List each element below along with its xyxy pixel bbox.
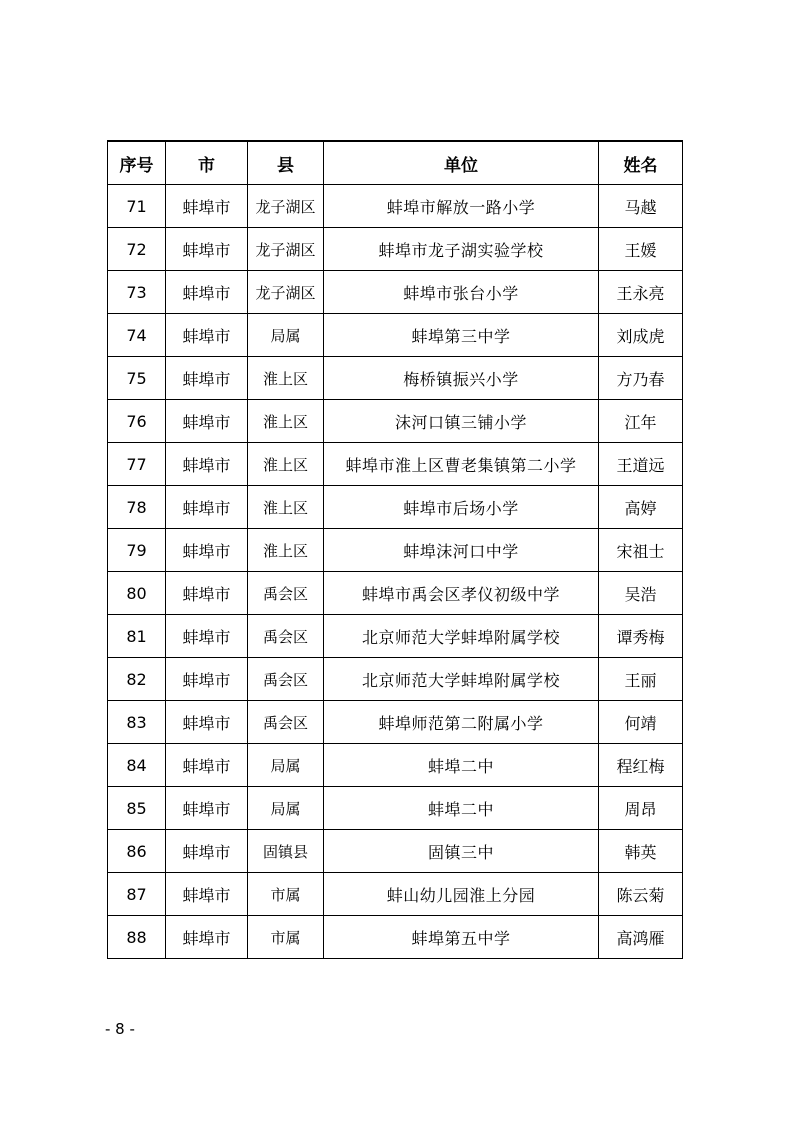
cell-name: 韩英 xyxy=(599,830,683,873)
table-row xyxy=(108,873,683,916)
header-unit: 单位 xyxy=(324,141,599,185)
table-row xyxy=(108,314,683,357)
cell-county: 禹会区 xyxy=(248,572,324,615)
cell-unit: 北京师范大学蚌埠附属学校 xyxy=(324,615,599,658)
cell-city: 蚌埠市 xyxy=(166,658,248,701)
table-row xyxy=(108,228,683,271)
cell-seq: 74 xyxy=(108,314,166,357)
cell-county: 市属 xyxy=(248,916,324,959)
cell-seq: 75 xyxy=(108,357,166,400)
cell-city: 蚌埠市 xyxy=(166,701,248,744)
cell-unit: 蚌埠市淮上区曹老集镇第二小学 xyxy=(324,443,599,486)
cell-name: 方乃春 xyxy=(599,357,683,400)
table-row xyxy=(108,701,683,744)
cell-seq: 85 xyxy=(108,787,166,830)
cell-name: 宋祖士 xyxy=(599,529,683,572)
cell-city: 蚌埠市 xyxy=(166,830,248,873)
cell-county: 淮上区 xyxy=(248,486,324,529)
cell-unit: 蚌埠师范第二附属小学 xyxy=(324,701,599,744)
cell-name: 马越 xyxy=(599,185,683,228)
cell-county: 龙子湖区 xyxy=(248,271,324,314)
cell-unit: 蚌山幼儿园淮上分园 xyxy=(324,873,599,916)
cell-county: 固镇县 xyxy=(248,830,324,873)
cell-city: 蚌埠市 xyxy=(166,572,248,615)
table-row xyxy=(108,529,683,572)
cell-county: 市属 xyxy=(248,873,324,916)
cell-seq: 71 xyxy=(108,185,166,228)
cell-name: 陈云菊 xyxy=(599,873,683,916)
cell-seq: 83 xyxy=(108,701,166,744)
cell-unit: 蚌埠二中 xyxy=(324,787,599,830)
cell-seq: 82 xyxy=(108,658,166,701)
cell-name: 高婷 xyxy=(599,486,683,529)
cell-city: 蚌埠市 xyxy=(166,529,248,572)
cell-unit: 固镇三中 xyxy=(324,830,599,873)
cell-name: 刘成虎 xyxy=(599,314,683,357)
cell-county: 禹会区 xyxy=(248,701,324,744)
table-row xyxy=(108,744,683,787)
table-header-row xyxy=(108,141,683,185)
cell-unit: 北京师范大学蚌埠附属学校 xyxy=(324,658,599,701)
table-row xyxy=(108,572,683,615)
cell-county: 局属 xyxy=(248,314,324,357)
cell-unit: 沫河口镇三铺小学 xyxy=(324,400,599,443)
cell-name: 吴浩 xyxy=(599,572,683,615)
cell-county: 局属 xyxy=(248,787,324,830)
table-row xyxy=(108,185,683,228)
cell-seq: 76 xyxy=(108,400,166,443)
cell-name: 高鸿雁 xyxy=(599,916,683,959)
page-number: - 8 - xyxy=(105,1020,135,1038)
table-row xyxy=(108,916,683,959)
cell-city: 蚌埠市 xyxy=(166,228,248,271)
cell-county: 淮上区 xyxy=(248,400,324,443)
cell-seq: 73 xyxy=(108,271,166,314)
cell-seq: 88 xyxy=(108,916,166,959)
cell-unit: 梅桥镇振兴小学 xyxy=(324,357,599,400)
cell-name: 王道远 xyxy=(599,443,683,486)
cell-seq: 84 xyxy=(108,744,166,787)
cell-name: 何靖 xyxy=(599,701,683,744)
cell-seq: 79 xyxy=(108,529,166,572)
cell-county: 禹会区 xyxy=(248,658,324,701)
cell-city: 蚌埠市 xyxy=(166,486,248,529)
cell-seq: 80 xyxy=(108,572,166,615)
table-row xyxy=(108,400,683,443)
table-body xyxy=(108,185,683,959)
cell-county: 禹会区 xyxy=(248,615,324,658)
cell-name: 王丽 xyxy=(599,658,683,701)
table-row xyxy=(108,615,683,658)
cell-county: 龙子湖区 xyxy=(248,185,324,228)
cell-seq: 86 xyxy=(108,830,166,873)
header-name: 姓名 xyxy=(599,141,683,185)
cell-unit: 蚌埠市解放一路小学 xyxy=(324,185,599,228)
cell-city: 蚌埠市 xyxy=(166,916,248,959)
header-city: 市 xyxy=(166,141,248,185)
cell-unit: 蚌埠市禹会区孝仪初级中学 xyxy=(324,572,599,615)
table-row xyxy=(108,486,683,529)
cell-name: 王媛 xyxy=(599,228,683,271)
cell-county: 局属 xyxy=(248,744,324,787)
cell-name: 周昂 xyxy=(599,787,683,830)
cell-county: 淮上区 xyxy=(248,443,324,486)
cell-seq: 78 xyxy=(108,486,166,529)
table-row xyxy=(108,658,683,701)
cell-city: 蚌埠市 xyxy=(166,271,248,314)
cell-seq: 77 xyxy=(108,443,166,486)
table-row xyxy=(108,443,683,486)
cell-city: 蚌埠市 xyxy=(166,314,248,357)
table-row xyxy=(108,271,683,314)
cell-city: 蚌埠市 xyxy=(166,185,248,228)
cell-unit: 蚌埠第五中学 xyxy=(324,916,599,959)
cell-city: 蚌埠市 xyxy=(166,615,248,658)
table-row xyxy=(108,830,683,873)
cell-unit: 蚌埠市后场小学 xyxy=(324,486,599,529)
cell-city: 蚌埠市 xyxy=(166,357,248,400)
table-row xyxy=(108,357,683,400)
cell-name: 程红梅 xyxy=(599,744,683,787)
cell-name: 江年 xyxy=(599,400,683,443)
cell-name: 谭秀梅 xyxy=(599,615,683,658)
cell-seq: 81 xyxy=(108,615,166,658)
cell-unit: 蚌埠第三中学 xyxy=(324,314,599,357)
roster-table xyxy=(107,140,683,959)
cell-name: 王永亮 xyxy=(599,271,683,314)
cell-county: 淮上区 xyxy=(248,357,324,400)
cell-unit: 蚌埠二中 xyxy=(324,744,599,787)
cell-seq: 87 xyxy=(108,873,166,916)
header-county: 县 xyxy=(248,141,324,185)
cell-unit: 蚌埠市张台小学 xyxy=(324,271,599,314)
cell-county: 龙子湖区 xyxy=(248,228,324,271)
cell-city: 蚌埠市 xyxy=(166,400,248,443)
cell-city: 蚌埠市 xyxy=(166,744,248,787)
cell-city: 蚌埠市 xyxy=(166,443,248,486)
cell-unit: 蚌埠沫河口中学 xyxy=(324,529,599,572)
header-seq: 序号 xyxy=(108,141,166,185)
cell-city: 蚌埠市 xyxy=(166,787,248,830)
cell-county: 淮上区 xyxy=(248,529,324,572)
table-row xyxy=(108,787,683,830)
cell-city: 蚌埠市 xyxy=(166,873,248,916)
cell-unit: 蚌埠市龙子湖实验学校 xyxy=(324,228,599,271)
cell-seq: 72 xyxy=(108,228,166,271)
